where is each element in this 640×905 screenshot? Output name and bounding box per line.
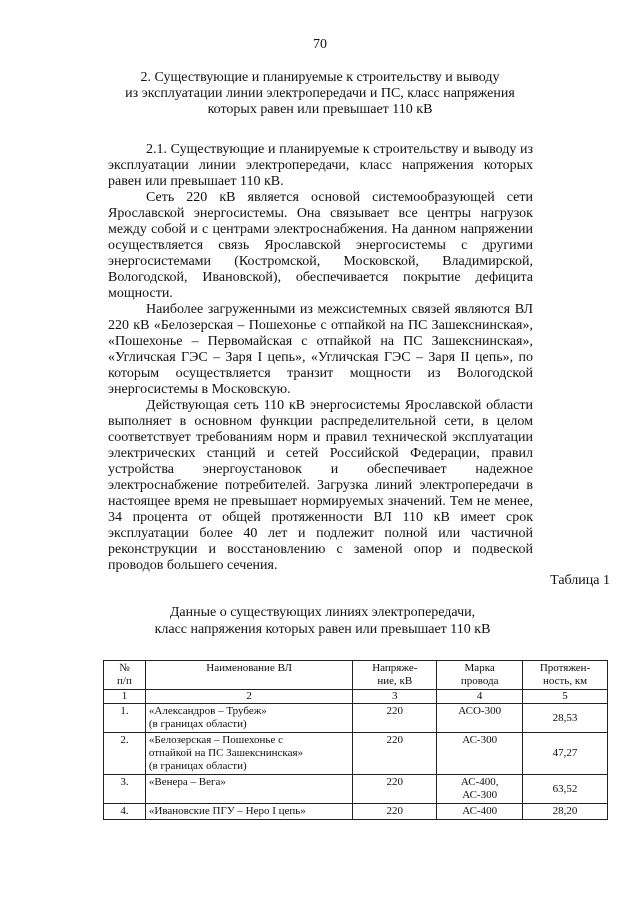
row-num: 3. — [104, 775, 146, 804]
section-title — [110, 70, 530, 118]
row-name: «Белозерская – Пошехонье с отпайкой на ПС Зашекснинская» (в границах области) — [145, 733, 352, 775]
paragraph: Действующая сеть 110 кВ энергосистемы Ярославской области выполняет в основном функции распределительной сети, в целом соответствует требованиям норм и правил технической эксплуатации электрических станций и сетей Российской Федерации, правил устройства энергоустановок и обеспечивает надежное электроснабжение потребителей. Загрузка линий электропередачи в настоящее время не превышает нормируемых значений. Тем не менее, 34 процента от общей протяженности ВЛ 110 кВ имеет срок эксплуатации более 40 лет и подлежит полной или частичной реконструкции и восстановлению с заменой опор и подвеской проводов большего сечения. — [108, 398, 533, 573]
paragraph: Сеть 220 кВ является основой системообразующей сети Ярославской энергосистемы. Она связывает все центры нагрузок между собой и с центрами электроснабжения. На данном напряжении осуществляется связь Ярославской энергосистемы с другими энергосистемами (Костромской, Московской, Владимирской, Вологодской, Ивановской), обеспечивается покрытие дефицита мощности. — [108, 190, 533, 301]
column-index: 2 — [145, 690, 352, 704]
table-caption-line: класс напряжения которых равен или превышает 110 кВ — [154, 622, 491, 637]
column-index-row — [104, 690, 608, 704]
row-name: «Александров – Трубеж» (в границах области) — [145, 704, 352, 733]
row-wire: АС-400 — [437, 804, 523, 820]
column-index: 1 — [104, 690, 146, 704]
body-text — [108, 142, 533, 574]
row-wire: АС-400, АС-300 — [437, 775, 523, 804]
table-caption-line: Данные о существующих линиях электропередачи, — [169, 605, 476, 620]
row-wire: АСО-300 — [437, 704, 523, 733]
table-header-row — [104, 661, 608, 690]
row-voltage: 220 — [353, 804, 437, 820]
table-row — [104, 704, 608, 733]
table-row — [104, 775, 608, 804]
row-name: «Венера – Вега» — [145, 775, 352, 804]
column-index: 5 — [523, 690, 608, 704]
row-wire: АС-300 — [437, 733, 523, 775]
row-num: 2. — [104, 733, 146, 775]
header-name: Наименование ВЛ — [145, 661, 352, 690]
row-voltage: 220 — [353, 733, 437, 775]
power-lines-table — [103, 660, 608, 820]
section-title-line: 2. Существующие и планируемые к строительству и выводу — [140, 70, 500, 85]
section-title-line: которых равен или превышает 110 кВ — [207, 102, 433, 117]
column-index: 3 — [353, 690, 437, 704]
table-label: Таблица 1 — [550, 573, 610, 588]
header-length: Протяжен- ность, км — [523, 661, 608, 690]
section-title-line: из эксплуатации линии электропередачи и ПС, класс напряжения — [125, 86, 515, 101]
row-length: 47,27 — [523, 733, 608, 775]
row-num: 4. — [104, 804, 146, 820]
row-num: 1. — [104, 704, 146, 733]
row-voltage: 220 — [353, 704, 437, 733]
table-caption — [110, 604, 535, 638]
header-num: № п/п — [104, 661, 146, 690]
page-number: 70 — [313, 37, 327, 52]
row-length: 28,53 — [523, 704, 608, 733]
paragraph: Наиболее загруженными из межсистемных связей являются ВЛ 220 кВ «Белозерская – Пошехонье с отпайкой на ПС Зашекснинская», «Пошехонье – Первомайская с отпайкой на ПС Зашекснинская», «Угличская ГЭС – Заря I цепь», «Угличская ГЭС – Заря II цепь», по которым осуществляется транзит мощности из Вологодской энергосистемы в Московскую. — [108, 302, 533, 397]
row-name: «Ивановские ПГУ – Неро I цепь» — [145, 804, 352, 820]
paragraph: 2.1. Существующие и планируемые к строительству и выводу из эксплуатации линии электропередачи, класс напряжения которых равен или превышает 110 кВ. — [108, 142, 533, 189]
header-voltage: Напряже- ние, кВ — [353, 661, 437, 690]
row-length: 28,20 — [523, 804, 608, 820]
row-length: 63,52 — [523, 775, 608, 804]
table-row — [104, 733, 608, 775]
table-row — [104, 804, 608, 820]
column-index: 4 — [437, 690, 523, 704]
header-wire: Марка провода — [437, 661, 523, 690]
row-voltage: 220 — [353, 775, 437, 804]
